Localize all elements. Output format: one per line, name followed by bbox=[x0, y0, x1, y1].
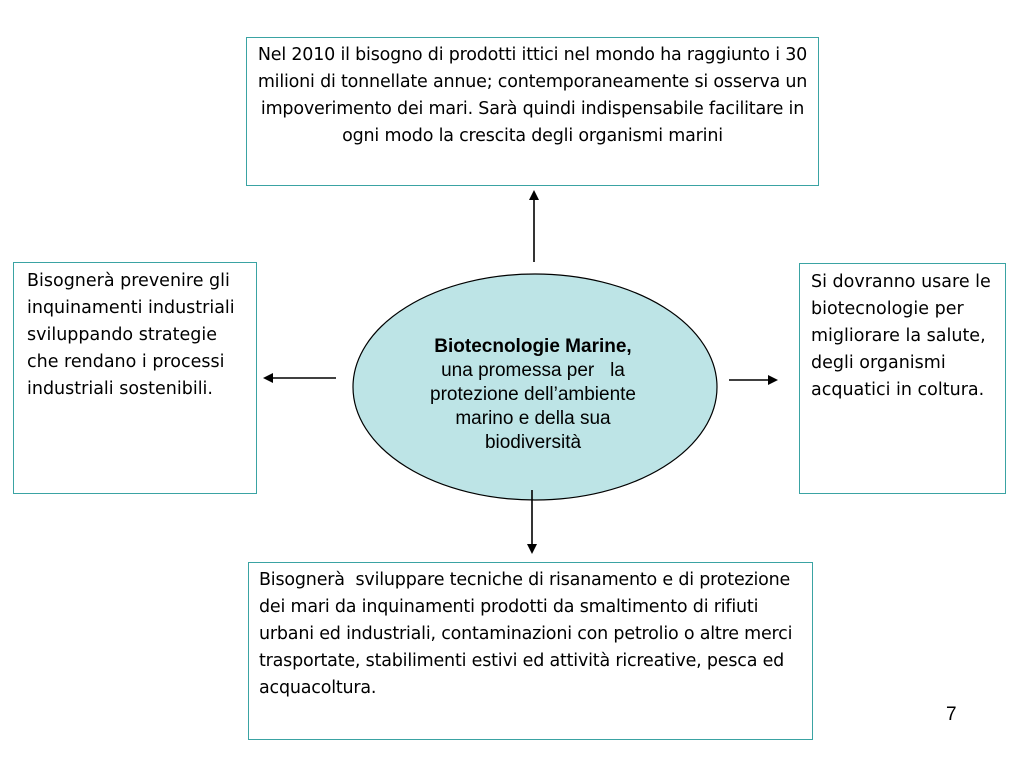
text-box-right-text: Si dovranno usare le biotecnologie per migliorare la salute, degli organismi acquatici in coltura. bbox=[811, 272, 997, 400]
text-box-left bbox=[13, 262, 257, 494]
page-number: 7 bbox=[946, 704, 957, 725]
central-title: Biotecnologie Marine, bbox=[434, 336, 632, 357]
text-box-right bbox=[799, 263, 1006, 494]
text-box-bottom-text: Bisognerà sviluppare tecniche di risanamento e di protezione dei mari da inquinamenti prodotti da smaltimento di rifiuti urbani ed industriali, contaminazioni con petrolio o altre merci trasportate, stabilimenti estivi ed attività ricreative, pesca ed acquacoltura. bbox=[259, 570, 798, 698]
text-box-bottom bbox=[248, 562, 813, 740]
text-box-top bbox=[246, 37, 819, 186]
central-body: una promessa per la protezione dell’ambiente marino e della sua biodiversità bbox=[430, 360, 636, 453]
central-label bbox=[375, 315, 691, 475]
text-box-top-text: Nel 2010 il bisogno di prodotti ittici nel mondo ha raggiunto i 30 milioni di tonnellate annue; contemporaneamente si osserva un impoverimento dei mari. Sarà quindi indispensabile facilitare in ogni modo la crescita degli organismi marini bbox=[257, 45, 813, 146]
text-box-left-text: Bisognerà prevenire gli inquinamenti industriali sviluppando strategie che rendano i processi industriali sostenibili. bbox=[27, 271, 241, 399]
